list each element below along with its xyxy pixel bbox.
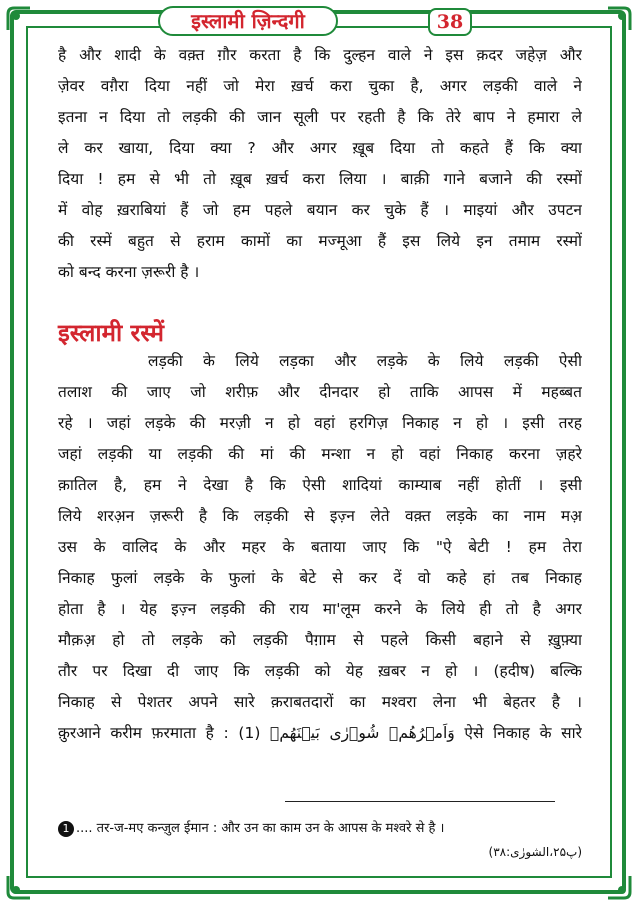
text-line: क़ुरआने करीम फ़रमाता है : (1) وَاَمۡرُهُمۡ شُوۡرٰی بَیۡنَهُمۡ ऐसे निकाह के सारे <box>58 724 582 742</box>
text-line: को बन्द करना ज़रूरी है । <box>58 263 200 281</box>
text-line: रहे । जहां लड़के की मरज़ी न हो वहां हरगिज़ निकाह न हो । इसी तरह <box>58 414 582 432</box>
section-heading: इस्लामी रस्में <box>58 319 165 347</box>
text-line: जहां लड़की या लड़की की मां की मन्शा न हो वहां निकाह करना ज़हरे <box>58 445 582 463</box>
text-line: ज़ेवर वग़ैरा दिया नहीं जो मेरा ख़र्च करा चुका है, अगर लड़की वाले ने <box>58 77 582 95</box>
text-line: दिया ! हम से भी तो ख़ूब ख़र्च करा लिया । बाक़ी गाने बजाने की रस्मों <box>58 170 582 188</box>
book-title: इस्लामी ज़िन्दगी <box>158 6 338 36</box>
corner-ornament-icon <box>6 874 32 900</box>
footnote-number: 1 <box>58 821 74 837</box>
text-line: उस के वालिद के और महर के बताया जाए कि "ऐ बेटी ! हम तेरा <box>58 538 582 556</box>
text-line: लड़की के लिये लड़का और लड़के के लिये लड़की ऐसी <box>148 352 582 370</box>
footnote-text: .... तर-ज-मए कन्ज़ुल ईमान : और उन का काम उन के आपस के मश्वरे से है । <box>76 821 445 836</box>
paragraph-2 <box>58 346 582 749</box>
text-line: है और शादी के वक़्त ग़ौर करता है कि दुल्हन वाले ने इस क़दर जहेज़ और <box>58 46 582 64</box>
footnote <box>58 818 582 840</box>
corner-ornament-icon <box>6 6 32 32</box>
footnote-divider <box>285 801 555 802</box>
text-line: तौर पर दिखा दी जाए कि लड़की को येह ख़बर न हो । (हदीष) बल्कि <box>58 662 582 680</box>
footnote-reference: (پ۲۵،الشورٰی:۳۸) <box>488 845 582 859</box>
text-line: ले कर खाया, दिया क्या ? और अगर ख़ूब दिया तो कहते हैं कि क्या <box>58 139 582 157</box>
text-line: में वोह ख़राबियां हैं जो हम पहले बयान कर चुके हैं । माइयां और उपटन <box>58 201 582 219</box>
corner-ornament-icon <box>606 874 632 900</box>
paragraph-1 <box>58 40 582 288</box>
text-line: इतना न दिया तो लड़की की जान सूली पर रहती है कि तेरे बाप ने हमारा ले <box>58 108 582 126</box>
text-line: निकाह से पेशतर अपने सारे क़राबतदारों का मश्वरा लेना भी बेहतर है । <box>58 693 582 711</box>
text-line: निकाह फुलां लड़के के फुलां के बेटे से कर दें वो कहे हां तब निकाह <box>58 569 582 587</box>
corner-ornament-icon <box>606 6 632 32</box>
text-line: होता है । येह इज़्न लड़की की राय मा'लूम करने के लिये ही तो है अगर <box>58 600 582 618</box>
page-number: 38 <box>428 8 472 36</box>
text-line: लिये शरअ़न ज़रूरी है कि लड़की से इज़्न लेते वक़्त लड़के का नाम मअ़ <box>58 507 582 525</box>
text-line: मौक़अ़ हो तो लड़के को लड़की पैग़ाम से पहले किसी बहाने से ख़ुफ़्या <box>58 631 582 649</box>
text-line: की रस्में बहुत से हराम कामों का मज्मूआ हैं इस लिये इन तमाम रस्मों <box>58 232 582 250</box>
text-line: तलाश की जाए जो शरीफ़ और दीनदार हो ताकि आपस में महब्बत <box>58 383 582 401</box>
text-line: क़ातिल है, हम ने देखा है कि ऐसी शादियां काम्याब नहीं होतीं । इसी <box>58 476 582 494</box>
